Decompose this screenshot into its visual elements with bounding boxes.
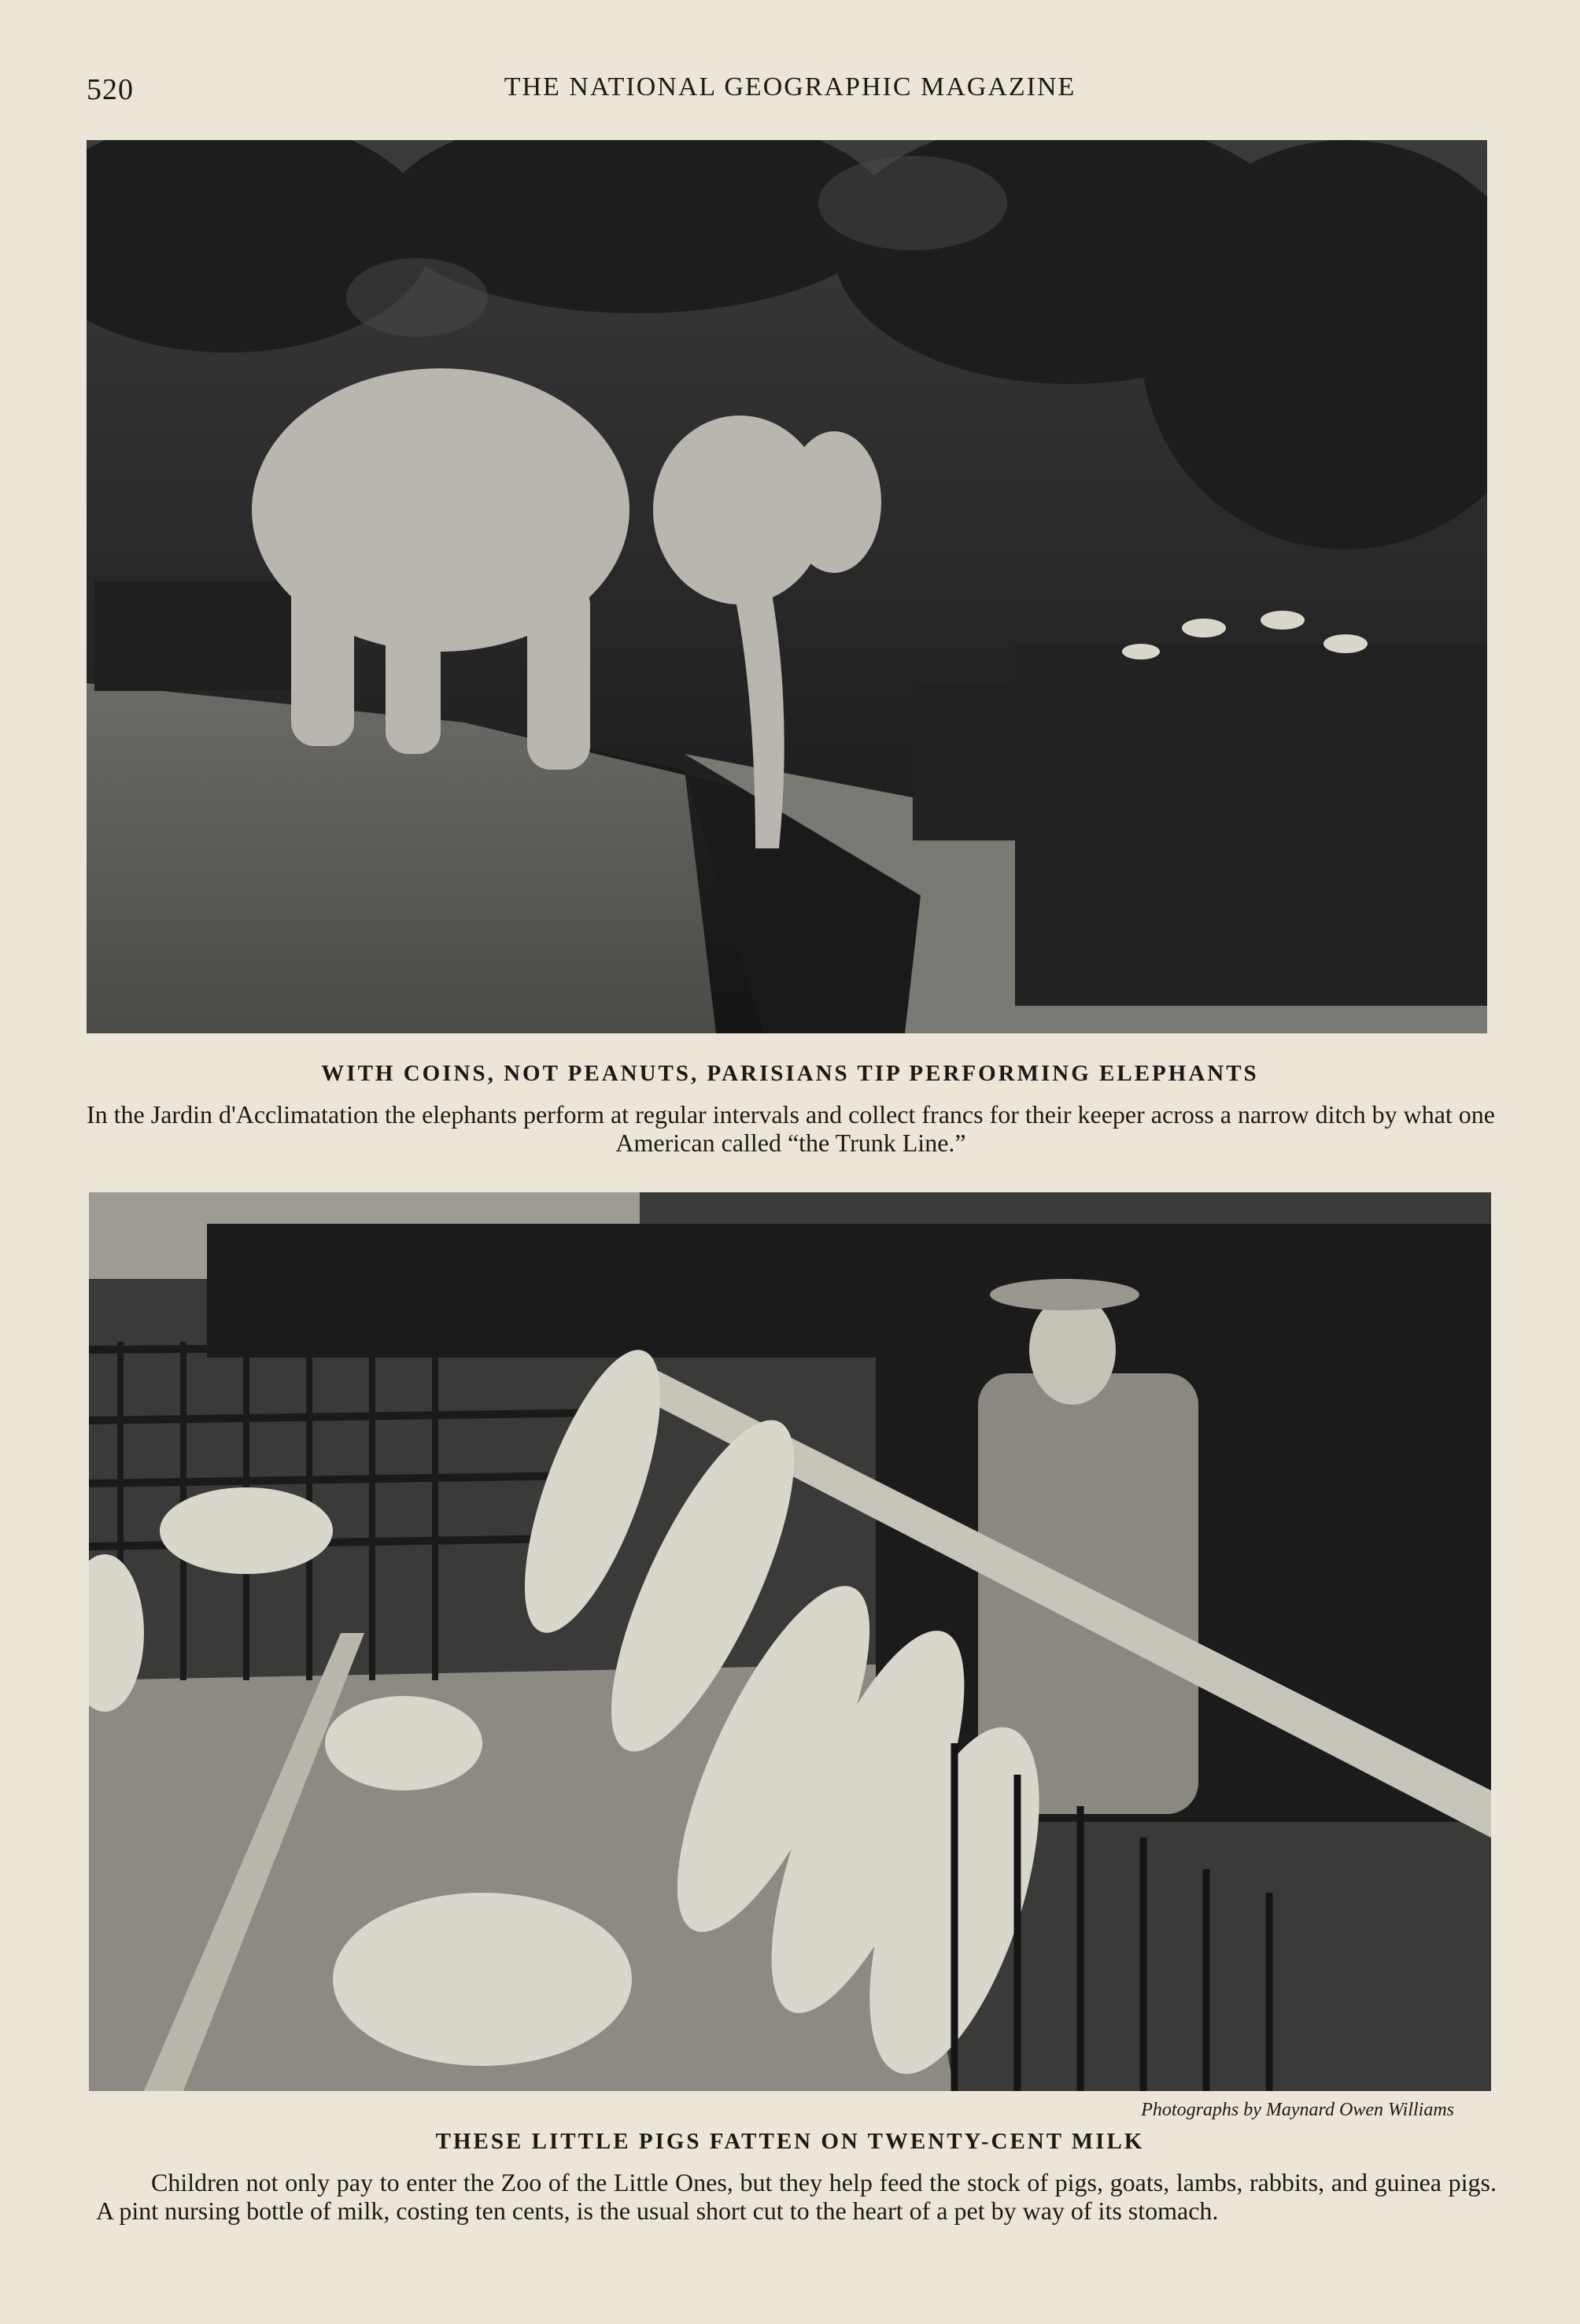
- photo-credit: Photographs by Maynard Owen Williams: [1141, 2100, 1454, 2120]
- elephant-caption-title: WITH COINS, NOT PEANUTS, PARISIANS TIP PERFORMING ELEPHANTS: [321, 1061, 1259, 1086]
- pigs-photo: [89, 1192, 1491, 2091]
- pigs-caption-title: THESE LITTLE PIGS FATTEN ON TWENTY-CENT MILK: [435, 2129, 1145, 2154]
- elephant-caption-text: In the Jardin d'Acclimatation the elephants perform at regular intervals and collect francs for their keeper across a narrow ditch by what one American called “the Trunk Line.”: [87, 1100, 1495, 1158]
- running-title: THE NATIONAL GEOGRAPHIC MAGAZINE: [504, 72, 1076, 102]
- elephant-photo: [87, 140, 1487, 1033]
- page-number: 520: [87, 73, 134, 106]
- pigs-caption-text: Children not only pay to enter the Zoo of the Little Ones, but they help feed the stock of pigs, goats, lambs, rabbits, and guinea pigs. A pint nursing bottle of milk, costing ten cents, is the usual short cut to the heart of a pet by way of its stomach.: [96, 2168, 1497, 2226]
